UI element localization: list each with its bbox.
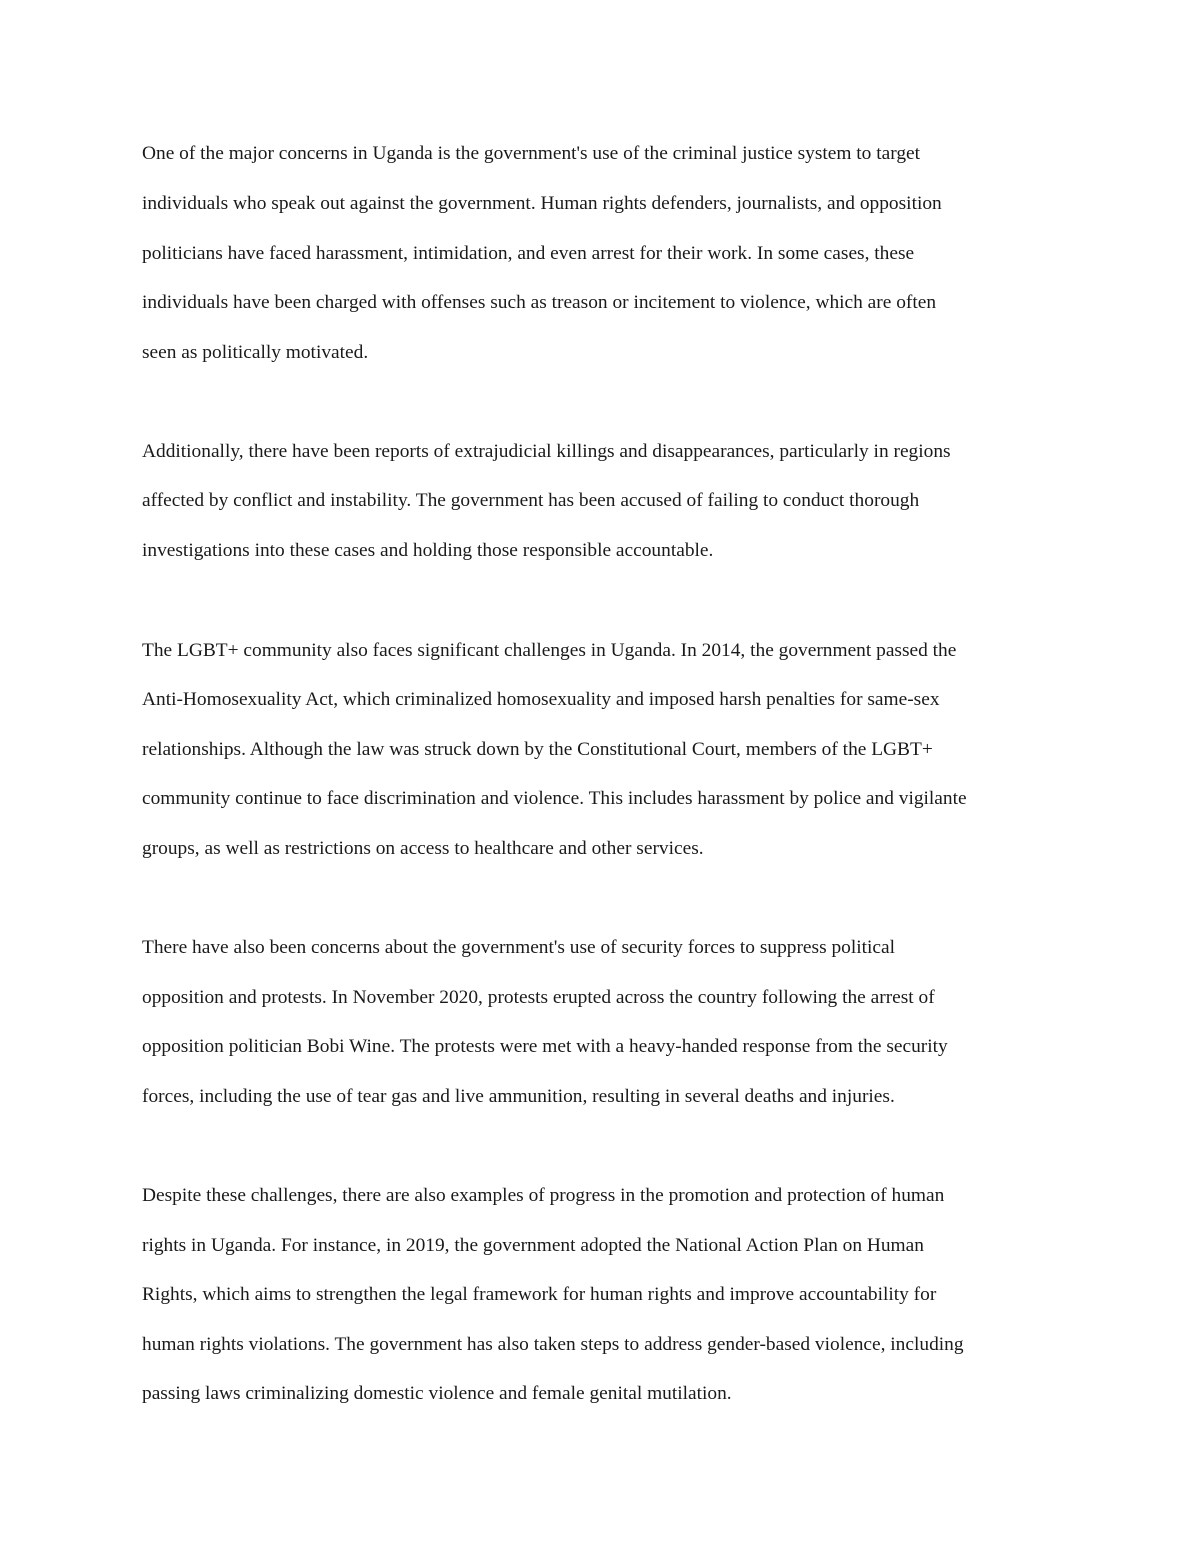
paragraph-2-line-1: Additionally, there have been reports of extrajudicial killings and disappearances, particularly in regions <box>142 441 951 462</box>
paragraph-3-line-2: Anti-Homosexuality Act, which criminalized homosexuality and imposed harsh penalties for same-sex <box>142 689 940 710</box>
paragraph-3-line-4: community continue to face discrimination and violence. This includes harassment by police and vigilante <box>142 788 967 809</box>
paragraph-4-line-2: opposition and protests. In November 2020, protests erupted across the country following the arrest of <box>142 987 935 1008</box>
paragraph-3-line-5: groups, as well as restrictions on access to healthcare and other services. <box>142 838 704 859</box>
paragraph-3-line-3: relationships. Although the law was struck down by the Constitutional Court, members of the LGBT+ <box>142 739 933 760</box>
paragraph-5-line-5: passing laws criminalizing domestic violence and female genital mutilation. <box>142 1383 732 1404</box>
paragraph-1-line-1: One of the major concerns in Uganda is the government's use of the criminal justice system to target <box>142 143 921 164</box>
paragraph-4-line-4: forces, including the use of tear gas and live ammunition, resulting in several deaths and injuries. <box>142 1086 895 1107</box>
paragraph-4-line-3: opposition politician Bobi Wine. The protests were met with a heavy-handed response from the security <box>142 1036 948 1057</box>
paragraph-1-line-3: politicians have faced harassment, intimidation, and even arrest for their work. In some cases, these <box>142 243 915 264</box>
paragraph-5-line-4: human rights violations. The government has also taken steps to address gender-based violence, including <box>142 1334 964 1355</box>
paragraph-3-line-1: The LGBT+ community also faces significant challenges in Uganda. In 2014, the government passed the <box>142 640 957 661</box>
paragraph-5-line-1: Despite these challenges, there are also examples of progress in the promotion and protection of human <box>142 1185 945 1206</box>
paragraph-1-line-5: seen as politically motivated. <box>142 342 369 363</box>
paragraph-1-line-4: individuals have been charged with offenses such as treason or incitement to violence, which are often <box>142 292 937 313</box>
paragraph-2-line-2: affected by conflict and instability. The government has been accused of failing to conduct thorough <box>142 490 920 511</box>
paragraph-5-line-3: Rights, which aims to strengthen the legal framework for human rights and improve accountability for <box>142 1284 937 1305</box>
paragraph-4-line-1: There have also been concerns about the government's use of security forces to suppress political <box>142 937 896 958</box>
paragraph-5-line-2: rights in Uganda. For instance, in 2019, the government adopted the National Action Plan on Human <box>142 1235 924 1256</box>
paragraph-2-line-3: investigations into these cases and holding those responsible accountable. <box>142 540 714 561</box>
paragraph-1-line-2: individuals who speak out against the government. Human rights defenders, journalists, and opposition <box>142 193 942 214</box>
